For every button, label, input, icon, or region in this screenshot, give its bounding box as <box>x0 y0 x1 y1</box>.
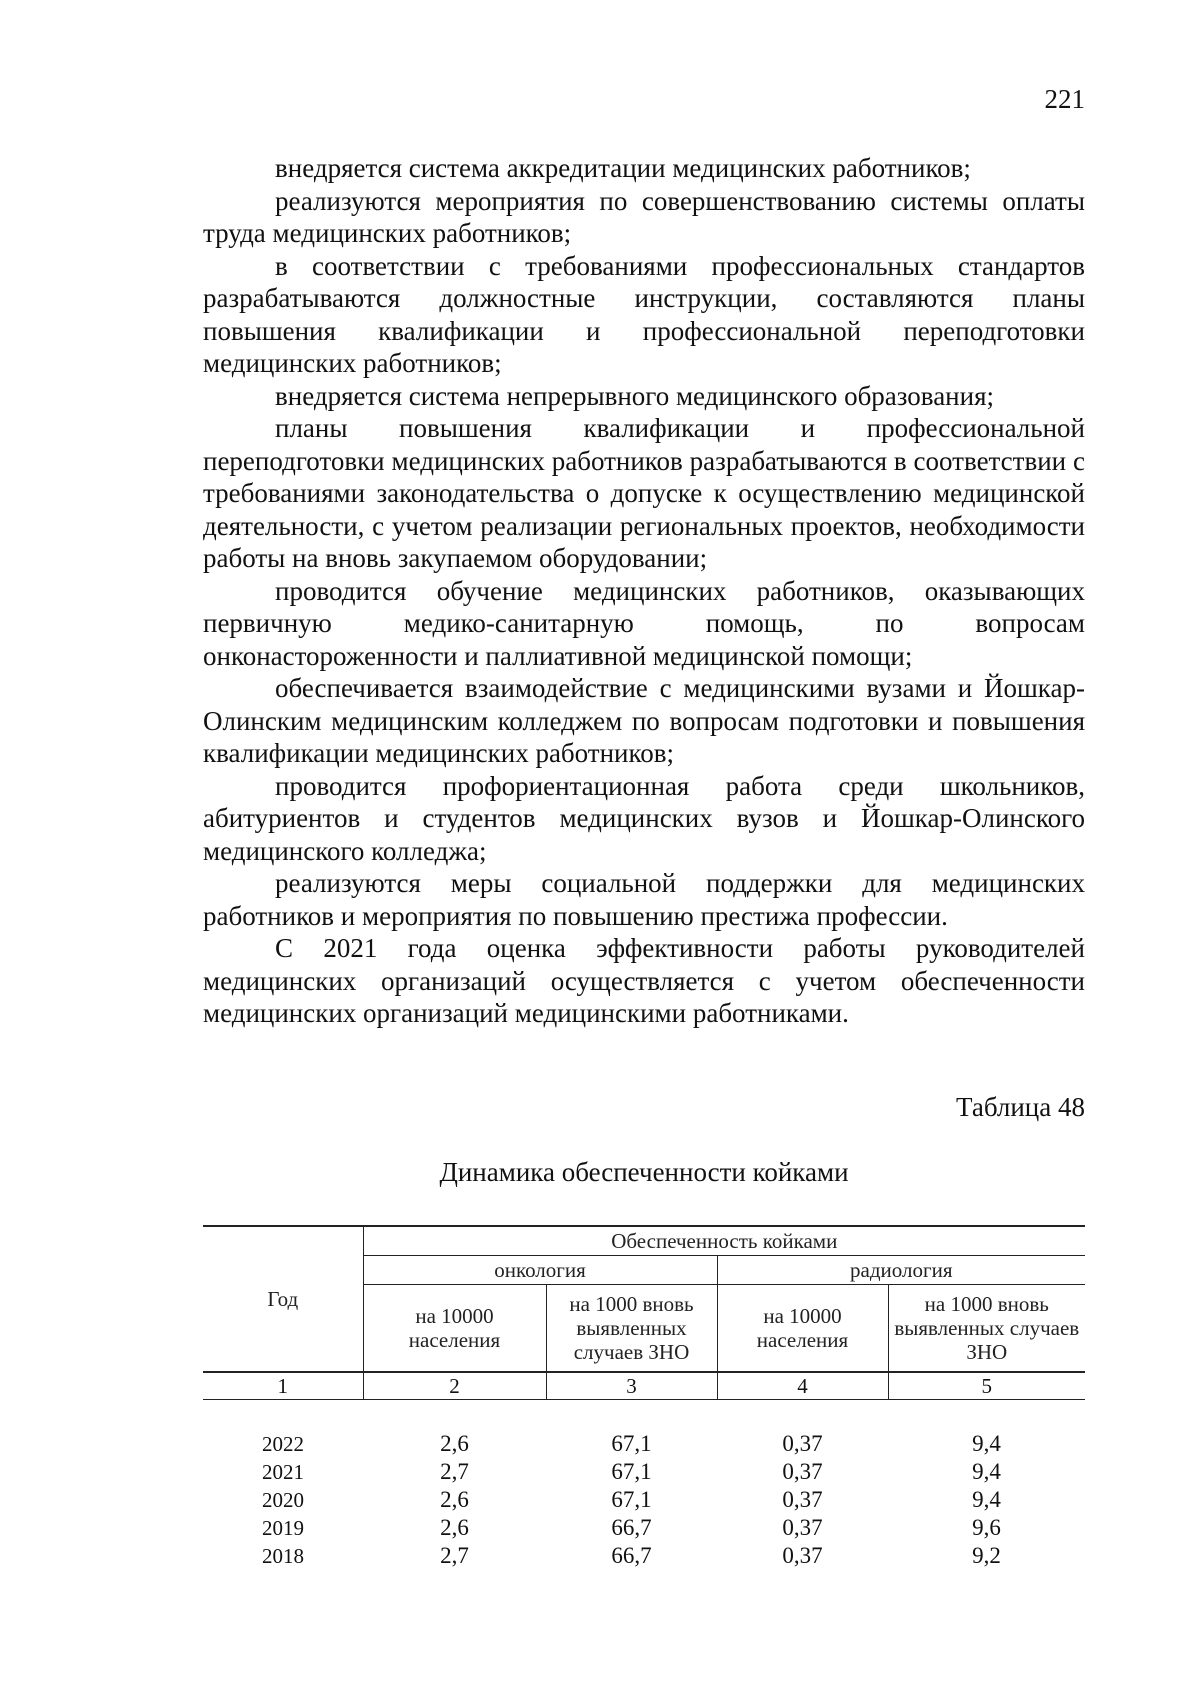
cell-oncology-per-10000: 2,6 <box>440 1431 469 1456</box>
table-row <box>203 1458 1085 1486</box>
page-number: 221 <box>1044 84 1085 114</box>
column-group-header: Обеспеченность койками <box>363 1226 1085 1256</box>
table-row <box>203 1430 1085 1458</box>
table-label: Таблица 48 <box>956 1092 1085 1122</box>
paragraph: внедряется система непрерывного медицинского образования; <box>275 380 994 411</box>
paragraph: внедряется система аккредитации медицинских работников; <box>275 153 971 183</box>
column-number: 2 <box>363 1372 546 1400</box>
column-header-oncology-per-10000: на 10000 населения <box>363 1285 546 1373</box>
paragraph: обеспечивается взаимодействие с медицинскими вузами и Йошкар-Олинским медицинским колледжем по вопросам подготовки и повышения квалификации медицинских работников; <box>203 673 1085 768</box>
bed-supply-table <box>203 1225 1085 1570</box>
body-text <box>203 152 1085 1030</box>
cell-radiology-per-10000: 0,37 <box>782 1515 823 1540</box>
column-header-oncology: онкология <box>363 1256 717 1285</box>
column-number: 5 <box>888 1372 1085 1400</box>
cell-oncology-per-10000: 2,7 <box>440 1543 469 1568</box>
paragraph: С 2021 года оценка эффективности работы руководителей медицинских организаций осуществляется с учетом обеспеченности медицинских организаций медицинскими работниками. <box>203 933 1085 1028</box>
table-row <box>203 1486 1085 1514</box>
header-row-group <box>203 1226 1085 1256</box>
cell-oncology-per-10000: 2,6 <box>440 1487 469 1512</box>
cell-radiology-per-1000-new: 9,4 <box>972 1431 1001 1456</box>
column-number: 3 <box>546 1372 717 1400</box>
paragraph: реализуются меры социальной поддержки для медицинских работников и мероприятия по повышению престижа профессии. <box>203 868 1085 931</box>
cell-radiology-per-1000-new: 9,2 <box>972 1543 1001 1568</box>
cell-year: 2021 <box>262 1460 304 1484</box>
cell-year: 2019 <box>262 1516 304 1540</box>
cell-oncology-per-1000-new: 66,7 <box>611 1543 652 1568</box>
column-header-radiology: радиология <box>717 1256 1085 1285</box>
column-header-oncology-per-1000-new: на 1000 вновь выявленных случаев ЗНО <box>546 1285 717 1373</box>
paragraph: планы повышения квалификации и профессиональной переподготовки медицинских работников разрабатываются в соответствии с требованиями законодательства о допуске к осуществлению медицинской деятельности, с учетом реализации региональных проектов, необходимости работы на вновь закупаемом оборудовании; <box>203 413 1085 573</box>
cell-oncology-per-1000-new: 67,1 <box>611 1459 652 1484</box>
column-header-radiology-per-1000-new: на 1000 вновь выявленных случаев ЗНО <box>888 1285 1085 1373</box>
spacer-row <box>203 1400 1085 1431</box>
table-container <box>203 1225 1085 1570</box>
column-number: 4 <box>717 1372 888 1400</box>
cell-oncology-per-1000-new: 67,1 <box>611 1487 652 1512</box>
cell-oncology-per-1000-new: 66,7 <box>611 1515 652 1540</box>
cell-radiology-per-1000-new: 9,4 <box>972 1459 1001 1484</box>
column-number: 1 <box>203 1372 363 1400</box>
table-title: Динамика обеспеченности койками <box>439 1157 849 1187</box>
cell-radiology-per-1000-new: 9,6 <box>972 1515 1001 1540</box>
cell-radiology-per-10000: 0,37 <box>782 1487 823 1512</box>
table-row <box>203 1542 1085 1570</box>
cell-oncology-per-10000: 2,7 <box>440 1459 469 1484</box>
cell-year: 2022 <box>262 1432 304 1456</box>
cell-oncology-per-1000-new: 67,1 <box>611 1431 652 1456</box>
cell-oncology-per-10000: 2,6 <box>440 1515 469 1540</box>
column-header-year: Год <box>203 1226 363 1372</box>
column-header-radiology-per-10000: на 10000 населения <box>717 1285 888 1373</box>
table-row <box>203 1514 1085 1542</box>
paragraph: реализуются мероприятия по совершенствованию системы оплаты труда медицинских работников; <box>203 185 1085 248</box>
cell-year: 2018 <box>262 1544 304 1568</box>
paragraph: проводится обучение медицинских работников, оказывающих первичную медико-санитарную помощь, по вопросам онконастороженности и паллиативной медицинской помощи; <box>203 575 1085 671</box>
paragraph: в соответствии с требованиями профессиональных стандартов разрабатываются должностные инструкции, составляются планы повышения квалификации и профессиональной переподготовки медицинских работников; <box>203 250 1085 378</box>
cell-radiology-per-10000: 0,37 <box>782 1459 823 1484</box>
cell-year: 2020 <box>262 1488 304 1512</box>
cell-radiology-per-1000-new: 9,4 <box>972 1487 1001 1512</box>
cell-radiology-per-10000: 0,37 <box>782 1543 823 1568</box>
column-number-row <box>203 1372 1085 1400</box>
paragraph: проводится профориентационная работа среди школьников, абитуриентов и студентов медицинских вузов и Йошкар-Олинского медицинского колледжа; <box>203 770 1085 866</box>
cell-radiology-per-10000: 0,37 <box>782 1431 823 1456</box>
